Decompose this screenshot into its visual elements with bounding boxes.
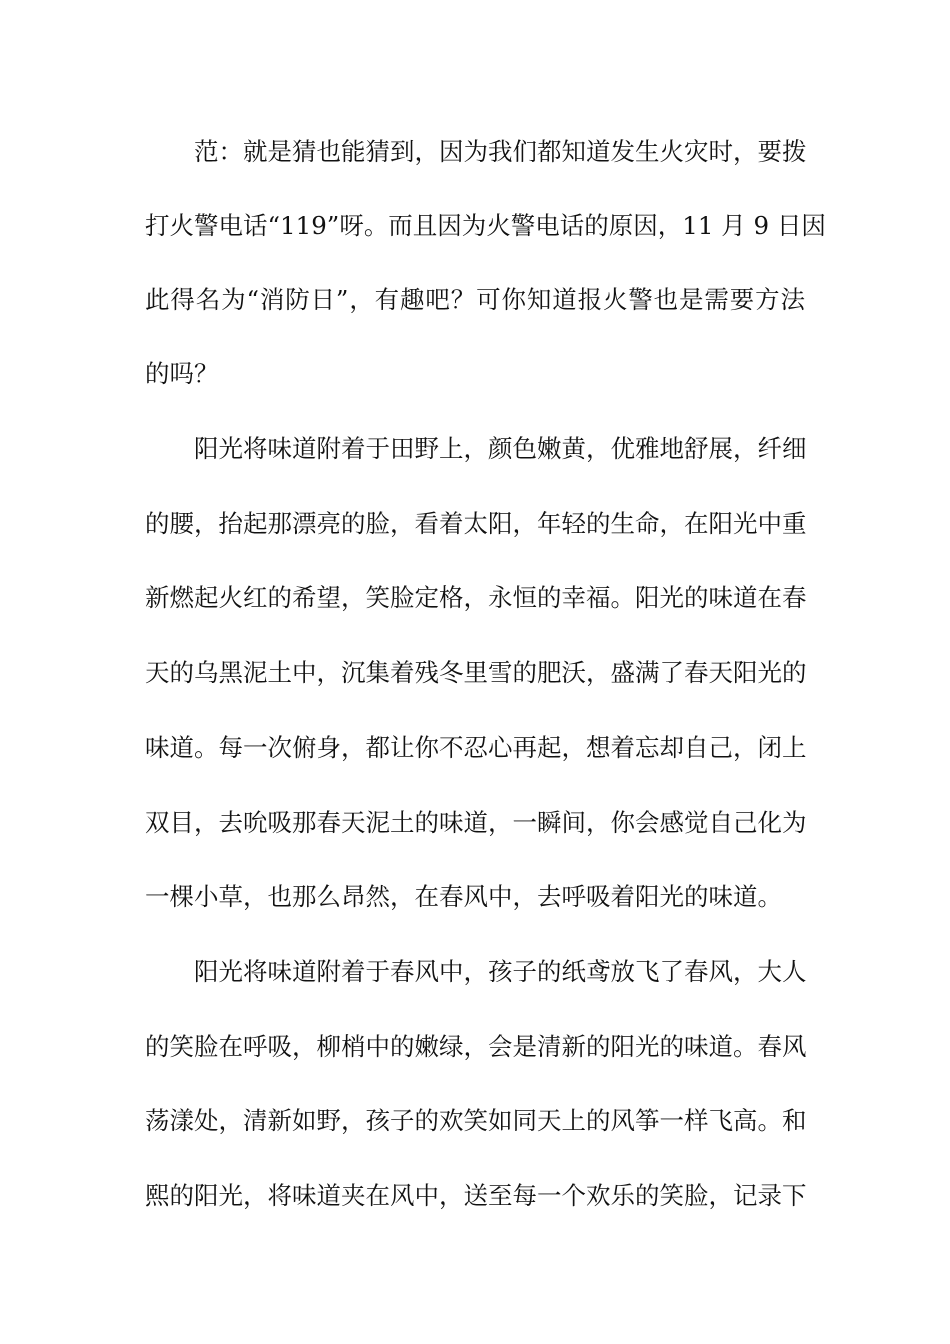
paragraph-1-line-3: 此得名为“消防日”，有趣吧？可你知道报火警也是需要方法 [145,285,805,314]
paragraph-3-line-3: 荡漾处，清新如野，孩子的欢笑如同天上的风筝一样飞高。和 [145,1106,807,1135]
paragraph-2-line-6: 双目，去吮吸那春天泥土的味道，一瞬间，你会感觉自己化为 [145,808,807,837]
paragraph-2-line-7: 一棵小草，也那么昂然，在春风中，去呼吸着阳光的味道。 [145,882,782,911]
paragraph-2-line-2: 的腰，抬起那漂亮的脸，看着太阳，年轻的生命，在阳光中重 [145,509,807,538]
paragraph-2-line-3: 新燃起火红的希望，笑脸定格，永恒的幸福。阳光的味道在春 [145,583,807,612]
paragraph-2-line-1: 阳光将味道附着于田野上，颜色嫩黄，优雅地舒展，纤细 [194,434,807,463]
paragraph-2-line-4: 天的乌黑泥土中，沉集着残冬里雪的肥沃，盛满了春天阳光的 [145,658,807,687]
paragraph-3-line-4: 熙的阳光，将味道夹在风中，送至每一个欢乐的笑脸，记录下 [145,1181,807,1210]
paragraph-3-line-1: 阳光将味道附着于春风中，孩子的纸鸢放飞了春风，大人 [194,957,807,986]
paragraph-3-line-2: 的笑脸在呼吸，柳梢中的嫩绿，会是清新的阳光的味道。春风 [145,1032,807,1061]
paragraph-1-line-4: 的吗？ [145,359,219,388]
paragraph-1-line-1: 范：就是猜也能猜到，因为我们都知道发生火灾时，要拨 [194,137,807,166]
paragraph-1-line-2: 打火警电话“119”呀。而且因为火警电话的原因，11 月 9 日因 [145,211,826,240]
paragraph-2-line-5: 味道。每一次俯身，都让你不忍心再起，想着忘却自己，闭上 [145,733,807,762]
